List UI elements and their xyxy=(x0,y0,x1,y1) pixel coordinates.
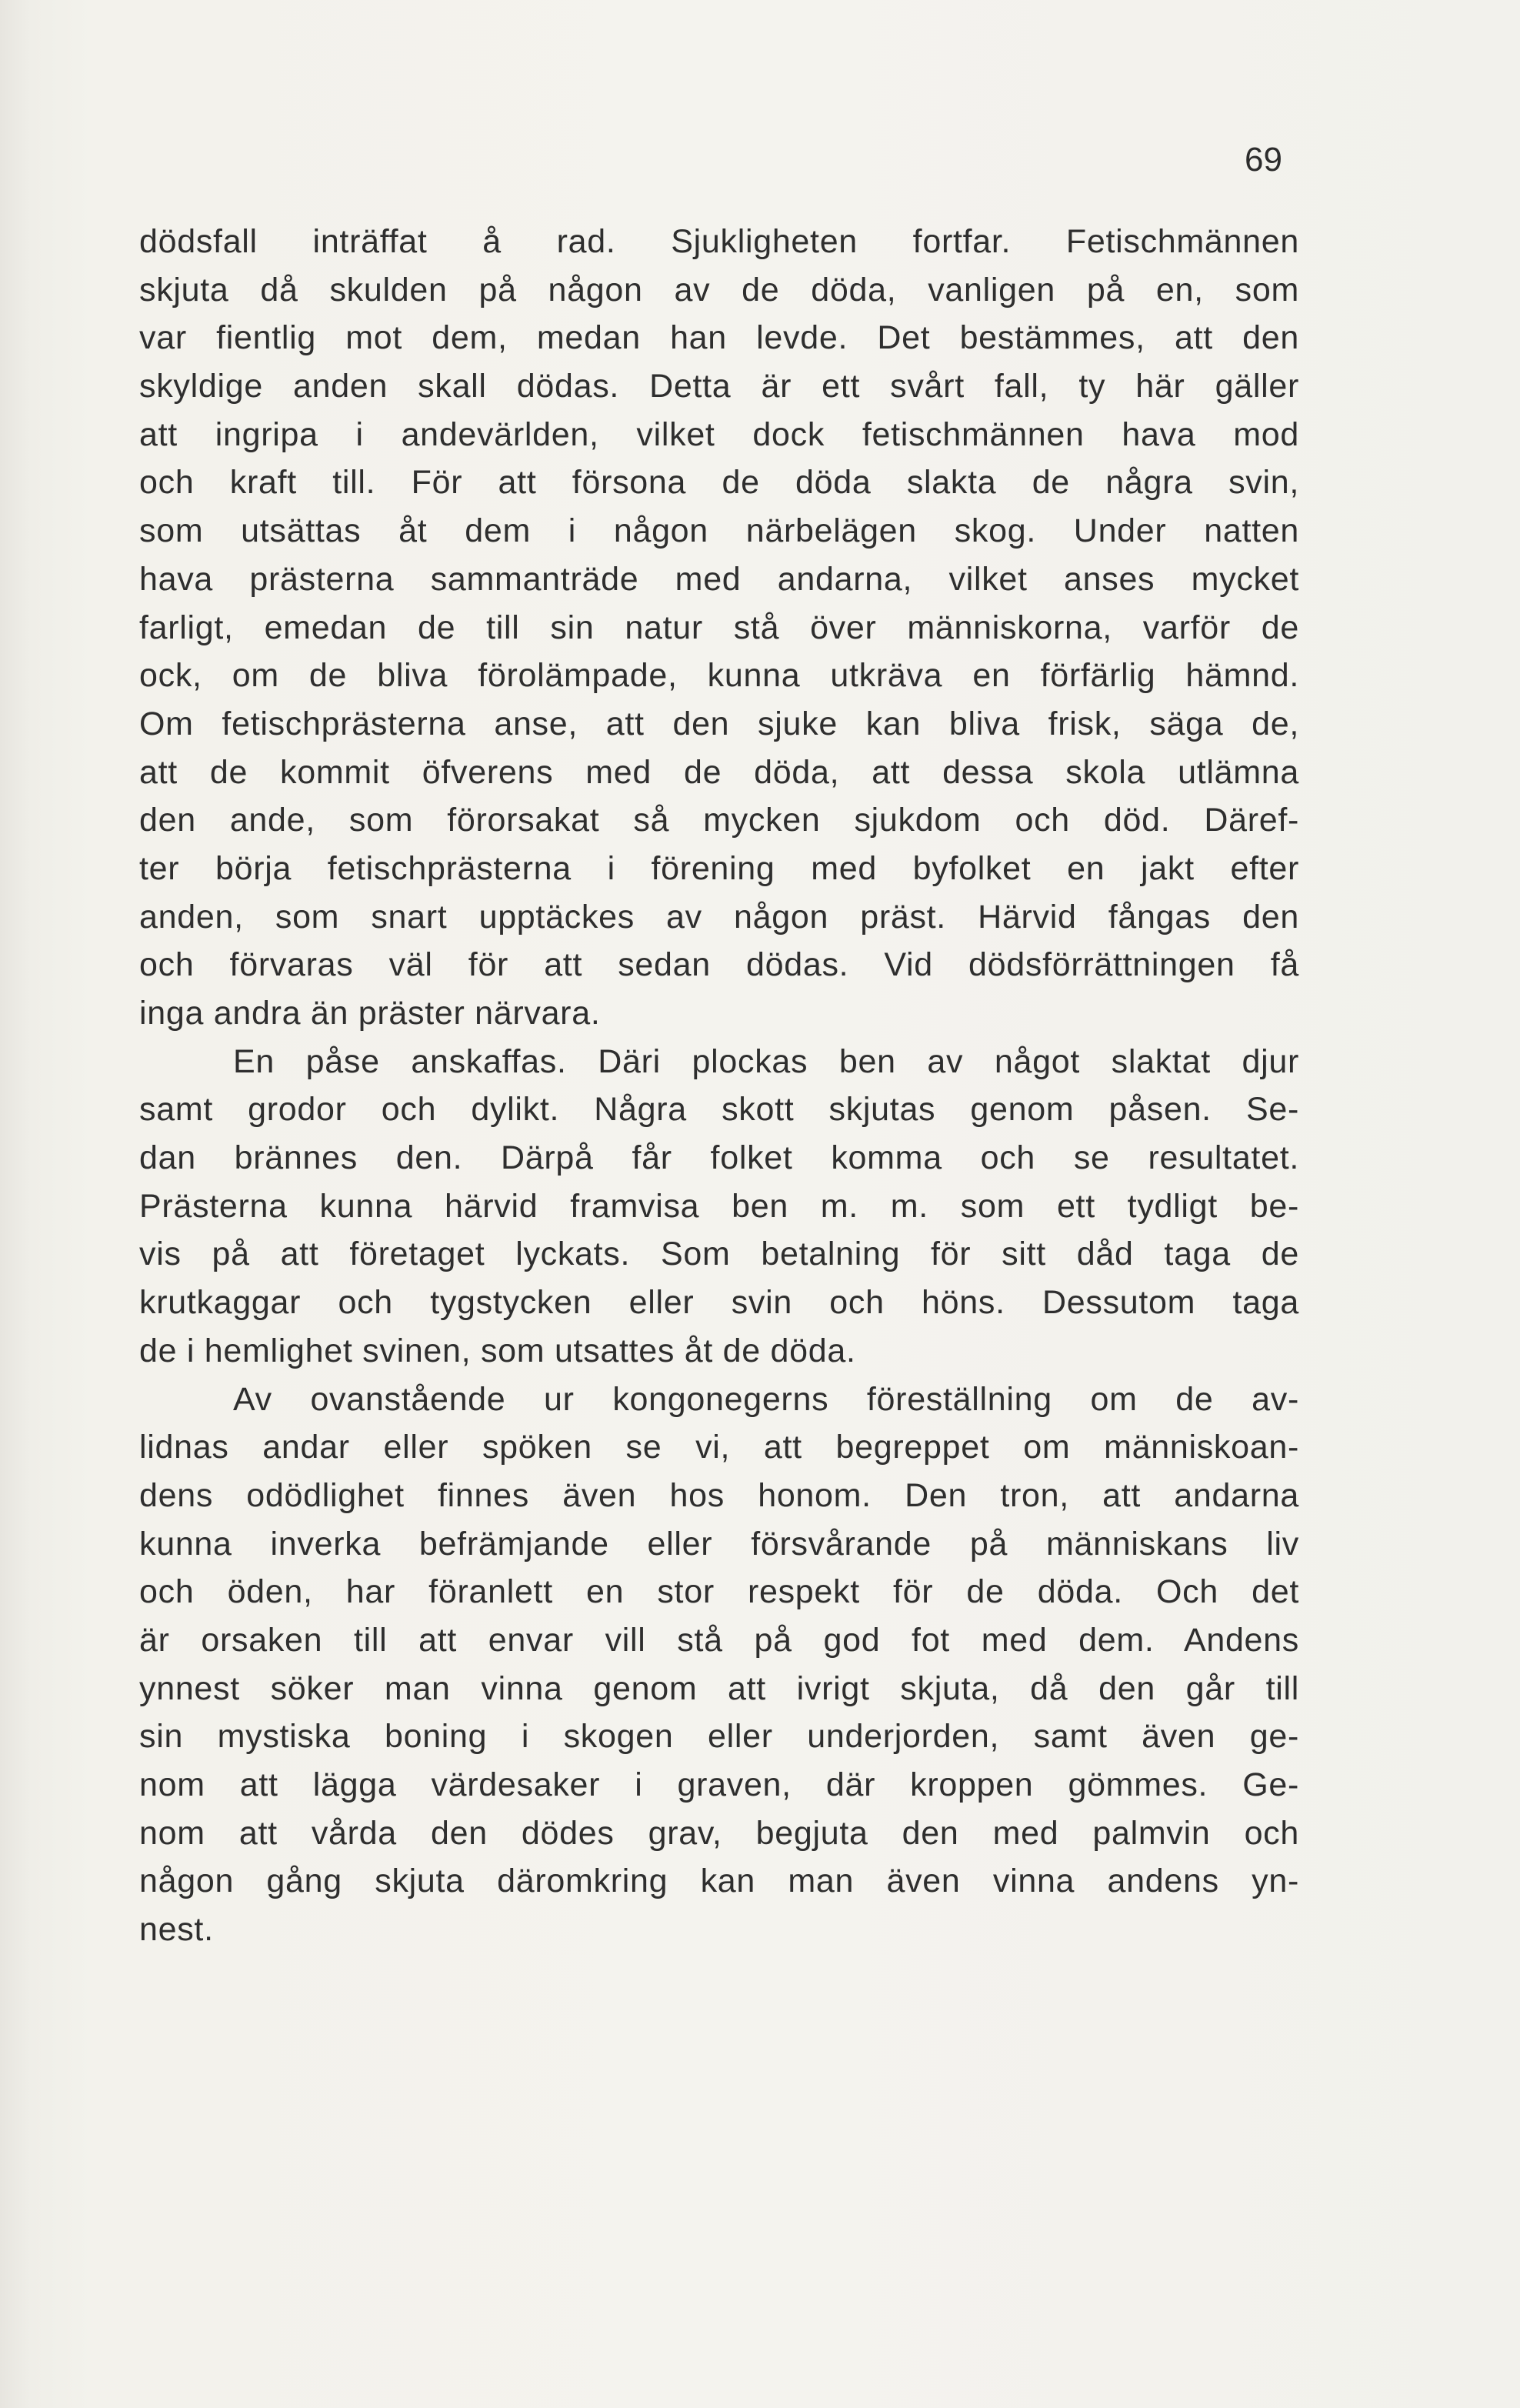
text-line: dan brännes den. Därpå får folket komma och se resultatet. xyxy=(139,1139,1299,1177)
text-line: nom att lägga värdesaker i graven, där kroppen gömmes. Ge- xyxy=(139,1766,1299,1803)
text-line: anden, som snart upptäckes av någon präst. Härvid fångas den xyxy=(139,898,1299,936)
text-line: farligt, emedan de till sin natur stå över människorna, varför de xyxy=(139,609,1299,646)
text-line: de i hemlighet svinen, som utsattes åt de döda. xyxy=(139,1332,856,1369)
text-line: inga andra än präster närvara. xyxy=(139,995,601,1032)
text-line: skyldige anden skall dödas. Detta är ett svårt fall, ty här gäller xyxy=(139,368,1299,405)
body-text xyxy=(139,218,1299,1954)
text-line: lidnas andar eller spöken se vi, att begreppet om människoan- xyxy=(139,1429,1299,1466)
text-line: och kraft till. För att försona de döda slakta de några svin, xyxy=(139,464,1299,502)
text-line: är orsaken till att envar vill stå på god fot med dem. Andens xyxy=(139,1621,1299,1659)
text-line: att de kommit öfverens med de döda, att dessa skola utlämna xyxy=(139,753,1299,791)
text-line: kunna inverka befrämjande eller försvårande på människans liv xyxy=(139,1525,1299,1563)
text-line: samt grodor och dylikt. Några skott skjutas genom påsen. Se- xyxy=(139,1091,1299,1129)
text-line: och öden, har föranlett en stor respekt för de döda. Och det xyxy=(139,1573,1299,1611)
text-line: krutkaggar och tygstycken eller svin och höns. Dessutom taga xyxy=(139,1284,1299,1322)
text-line: ock, om de bliva förolämpade, kunna utkräva en förfärlig hämnd. xyxy=(139,657,1299,695)
text-line: En påse anskaffas. Däri plockas ben av något slaktat djur xyxy=(233,1042,1299,1080)
text-line: ter börja fetischprästerna i förening med byfolket en jakt efter xyxy=(139,849,1299,887)
text-line: dödsfall inträffat å rad. Sjukligheten fortfar. Fetischmännen xyxy=(139,223,1299,260)
text-line: ynnest söker man vinna genom att ivrigt skjuta, då den går till xyxy=(139,1669,1299,1707)
text-line: skjuta då skulden på någon av de döda, vanligen på en, som xyxy=(139,271,1299,309)
text-line: Prästerna kunna härvid framvisa ben m. m. som ett tydligt be- xyxy=(139,1187,1299,1225)
page-number: 69 xyxy=(1245,141,1282,178)
text-line: att ingripa i andevärlden, vilket dock fetischmännen hava mod xyxy=(139,415,1299,453)
text-line: Av ovanstående ur kongonegerns föreställning om de av- xyxy=(233,1380,1299,1418)
text-line: vis på att företaget lyckats. Som betalning för sitt dåd taga de xyxy=(139,1236,1299,1273)
text-line: nom att vårda den dödes grav, begjuta den med palmvin och xyxy=(139,1814,1299,1852)
text-line: och förvaras väl för att sedan dödas. Vid dödsförrättningen få xyxy=(139,946,1299,984)
text-line: var fientlig mot dem, medan han levde. Det bestämmes, att den xyxy=(139,319,1299,357)
text-line: någon gång skjuta däromkring kan man även vinna andens yn- xyxy=(139,1863,1299,1900)
text-line: den ande, som förorsakat så mycken sjukdom och död. Däref- xyxy=(139,802,1299,839)
text-line: nest. xyxy=(139,1911,214,1949)
text-line: som utsättas åt dem i någon närbelägen skog. Under natten xyxy=(139,512,1299,550)
text-line: hava prästerna sammanträde med andarna, vilket anses mycket xyxy=(139,560,1299,598)
text-line: Om fetischprästerna anse, att den sjuke kan bliva frisk, säga de, xyxy=(139,705,1299,742)
text-line: dens odödlighet finnes även hos honom. Den tron, att andarna xyxy=(139,1476,1299,1514)
text-line: sin mystiska boning i skogen eller underjorden, samt även ge- xyxy=(139,1718,1299,1756)
